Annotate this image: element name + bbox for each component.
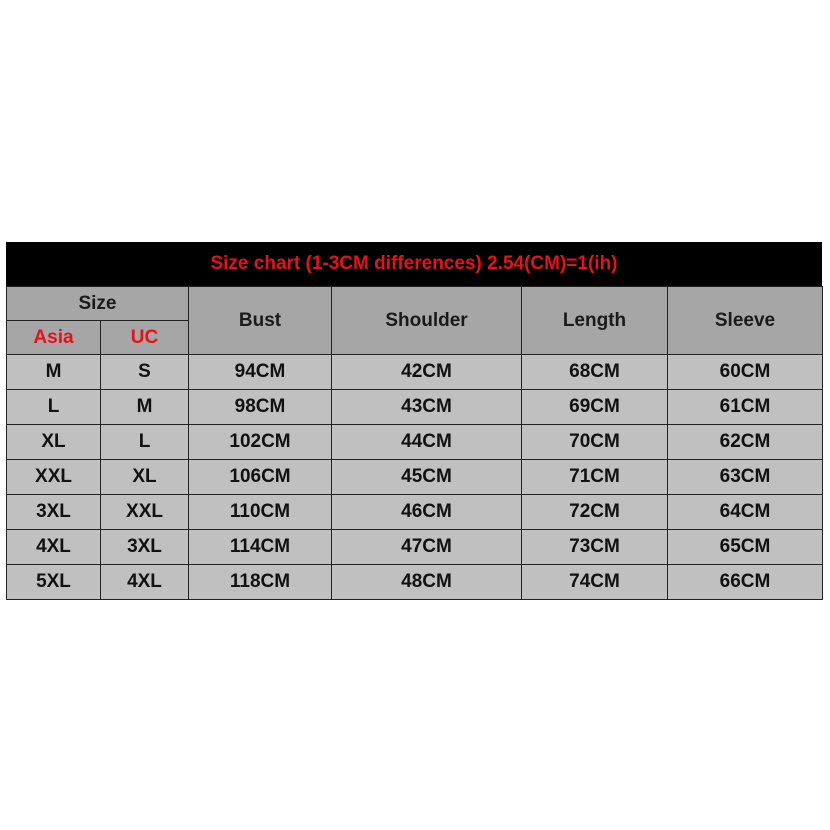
cell-length: 71CM (522, 460, 668, 495)
cell-length: 70CM (522, 425, 668, 460)
header-row (7, 287, 823, 321)
header-asia: Asia (7, 321, 101, 355)
cell-asia: 4XL (7, 530, 101, 565)
table-row (7, 460, 823, 495)
header-uc: UC (101, 321, 189, 355)
cell-asia: L (7, 390, 101, 425)
cell-shoulder: 48CM (332, 565, 522, 600)
header-bust: Bust (189, 287, 332, 355)
cell-sleeve: 61CM (668, 390, 823, 425)
cell-length: 68CM (522, 355, 668, 390)
table-row (7, 390, 823, 425)
cell-bust: 106CM (189, 460, 332, 495)
cell-shoulder: 42CM (332, 355, 522, 390)
cell-sleeve: 65CM (668, 530, 823, 565)
header-length: Length (522, 287, 668, 355)
cell-bust: 102CM (189, 425, 332, 460)
table-row (7, 425, 823, 460)
cell-uc: L (101, 425, 189, 460)
cell-asia: M (7, 355, 101, 390)
cell-length: 72CM (522, 495, 668, 530)
size-chart-title: Size chart (1-3CM differences) 2.54(CM)=1(ih) (6, 242, 822, 286)
cell-bust: 110CM (189, 495, 332, 530)
cell-uc: 4XL (101, 565, 189, 600)
cell-shoulder: 43CM (332, 390, 522, 425)
cell-asia: 3XL (7, 495, 101, 530)
size-table (6, 286, 823, 600)
cell-bust: 94CM (189, 355, 332, 390)
cell-length: 74CM (522, 565, 668, 600)
cell-sleeve: 60CM (668, 355, 823, 390)
size-chart (6, 242, 822, 600)
cell-shoulder: 44CM (332, 425, 522, 460)
cell-asia: XXL (7, 460, 101, 495)
cell-bust: 114CM (189, 530, 332, 565)
cell-shoulder: 47CM (332, 530, 522, 565)
header-shoulder: Shoulder (332, 287, 522, 355)
table-row (7, 565, 823, 600)
cell-length: 73CM (522, 530, 668, 565)
cell-sleeve: 66CM (668, 565, 823, 600)
cell-asia: XL (7, 425, 101, 460)
cell-bust: 98CM (189, 390, 332, 425)
cell-asia: 5XL (7, 565, 101, 600)
cell-sleeve: 63CM (668, 460, 823, 495)
cell-uc: S (101, 355, 189, 390)
header-sleeve: Sleeve (668, 287, 823, 355)
table-row (7, 355, 823, 390)
cell-sleeve: 62CM (668, 425, 823, 460)
cell-uc: XXL (101, 495, 189, 530)
cell-length: 69CM (522, 390, 668, 425)
table-row (7, 530, 823, 565)
table-row (7, 495, 823, 530)
cell-shoulder: 46CM (332, 495, 522, 530)
cell-shoulder: 45CM (332, 460, 522, 495)
cell-uc: XL (101, 460, 189, 495)
header-size: Size (7, 287, 189, 321)
cell-uc: 3XL (101, 530, 189, 565)
cell-bust: 118CM (189, 565, 332, 600)
cell-sleeve: 64CM (668, 495, 823, 530)
cell-uc: M (101, 390, 189, 425)
